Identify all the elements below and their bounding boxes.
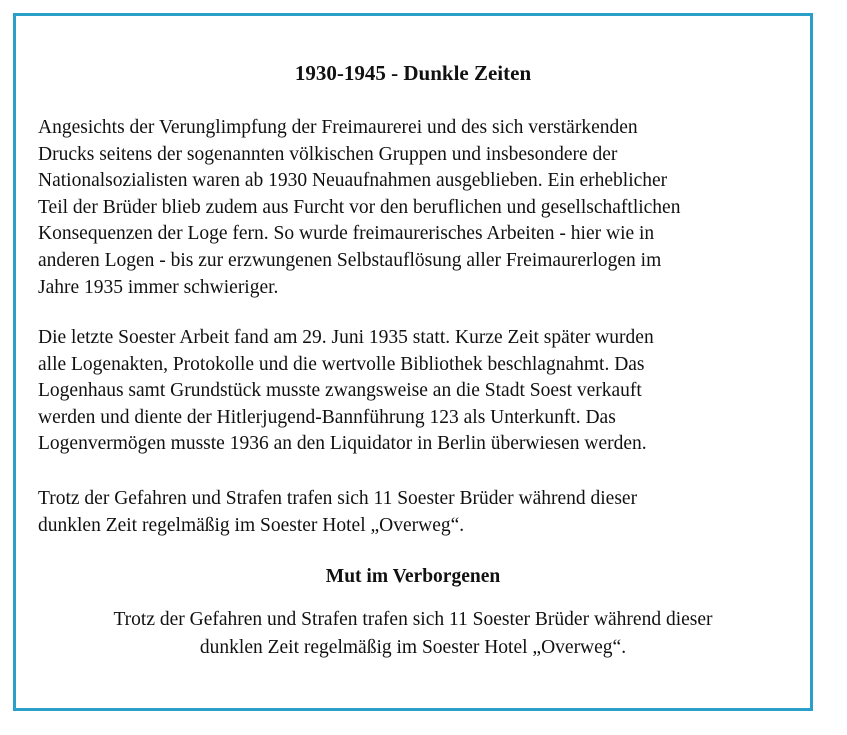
centered-paragraph-line: dunklen Zeit regelmäßig im Soester Hotel „Overweg“. [199,637,627,658]
paragraph-3-line: dunklen Zeit regelmäßig im Soester Hotel „Overweg“. [38,514,465,536]
paragraph-1-line: anderen Logen - bis zur erzwungenen Selbstauflösung aller Freimaurerlogen im [38,249,662,271]
paragraph-2-line: Die letzte Soester Arbeit fand am 29. Juni 1935 statt. Kurze Zeit später wurden [38,327,654,348]
paragraph-2-line: Logenhaus samt Grundstück musste zwangsweise an die Stadt Soest verkauft [38,380,642,402]
paragraph-2-line: alle Logenakten, Protokolle und die wertvolle Bibliothek beschlagnahmt. Das [38,353,645,375]
paragraph-1-line: Angesichts der Verunglimpfung der Freimaurerei und des sich verstärkenden [38,117,638,138]
paragraph-1-line: Teil der Brüder blieb zudem aus Furcht vor den beruflichen und gesellschaftlichen [38,196,681,218]
paragraph-2-line: Logenvermögen musste 1936 an den Liquidator in Berlin überwiesen werden. [38,433,647,455]
paragraph-3 [38,486,813,539]
page-title: 1930-1945 - Dunkle Zeiten [294,61,532,85]
paragraph-2 [38,325,813,458]
section-subtitle: Mut im Verborgenen [325,566,501,587]
paragraph-1-line: Jahre 1935 immer schwieriger. [38,276,279,298]
paragraph-3-line: Trotz der Gefahren und Strafen trafen sich 11 Soester Brüder während dieser [38,488,638,509]
paragraph-1-line: Drucks seitens der sogenannten völkischen Gruppen und insbesondere der [38,143,618,165]
centered-paragraph [38,606,788,662]
paragraph-1-line: Konsequenzen der Loge fern. So wurde freimaurerisches Arbeiten - hier wie in [38,223,655,245]
centered-paragraph-line: Trotz der Gefahren und Strafen trafen sich 11 Soester Brüder während dieser [113,609,713,630]
document-frame [13,13,813,711]
paragraph-2-line: werden und diente der Hitlerjugend-Bannführung 123 als Unterkunft. Das [38,406,616,428]
paragraph-1-line: Nationalsozialisten waren ab 1930 Neuaufnahmen ausgeblieben. Ein erheblicher [38,170,668,192]
paragraph-1 [38,115,813,301]
